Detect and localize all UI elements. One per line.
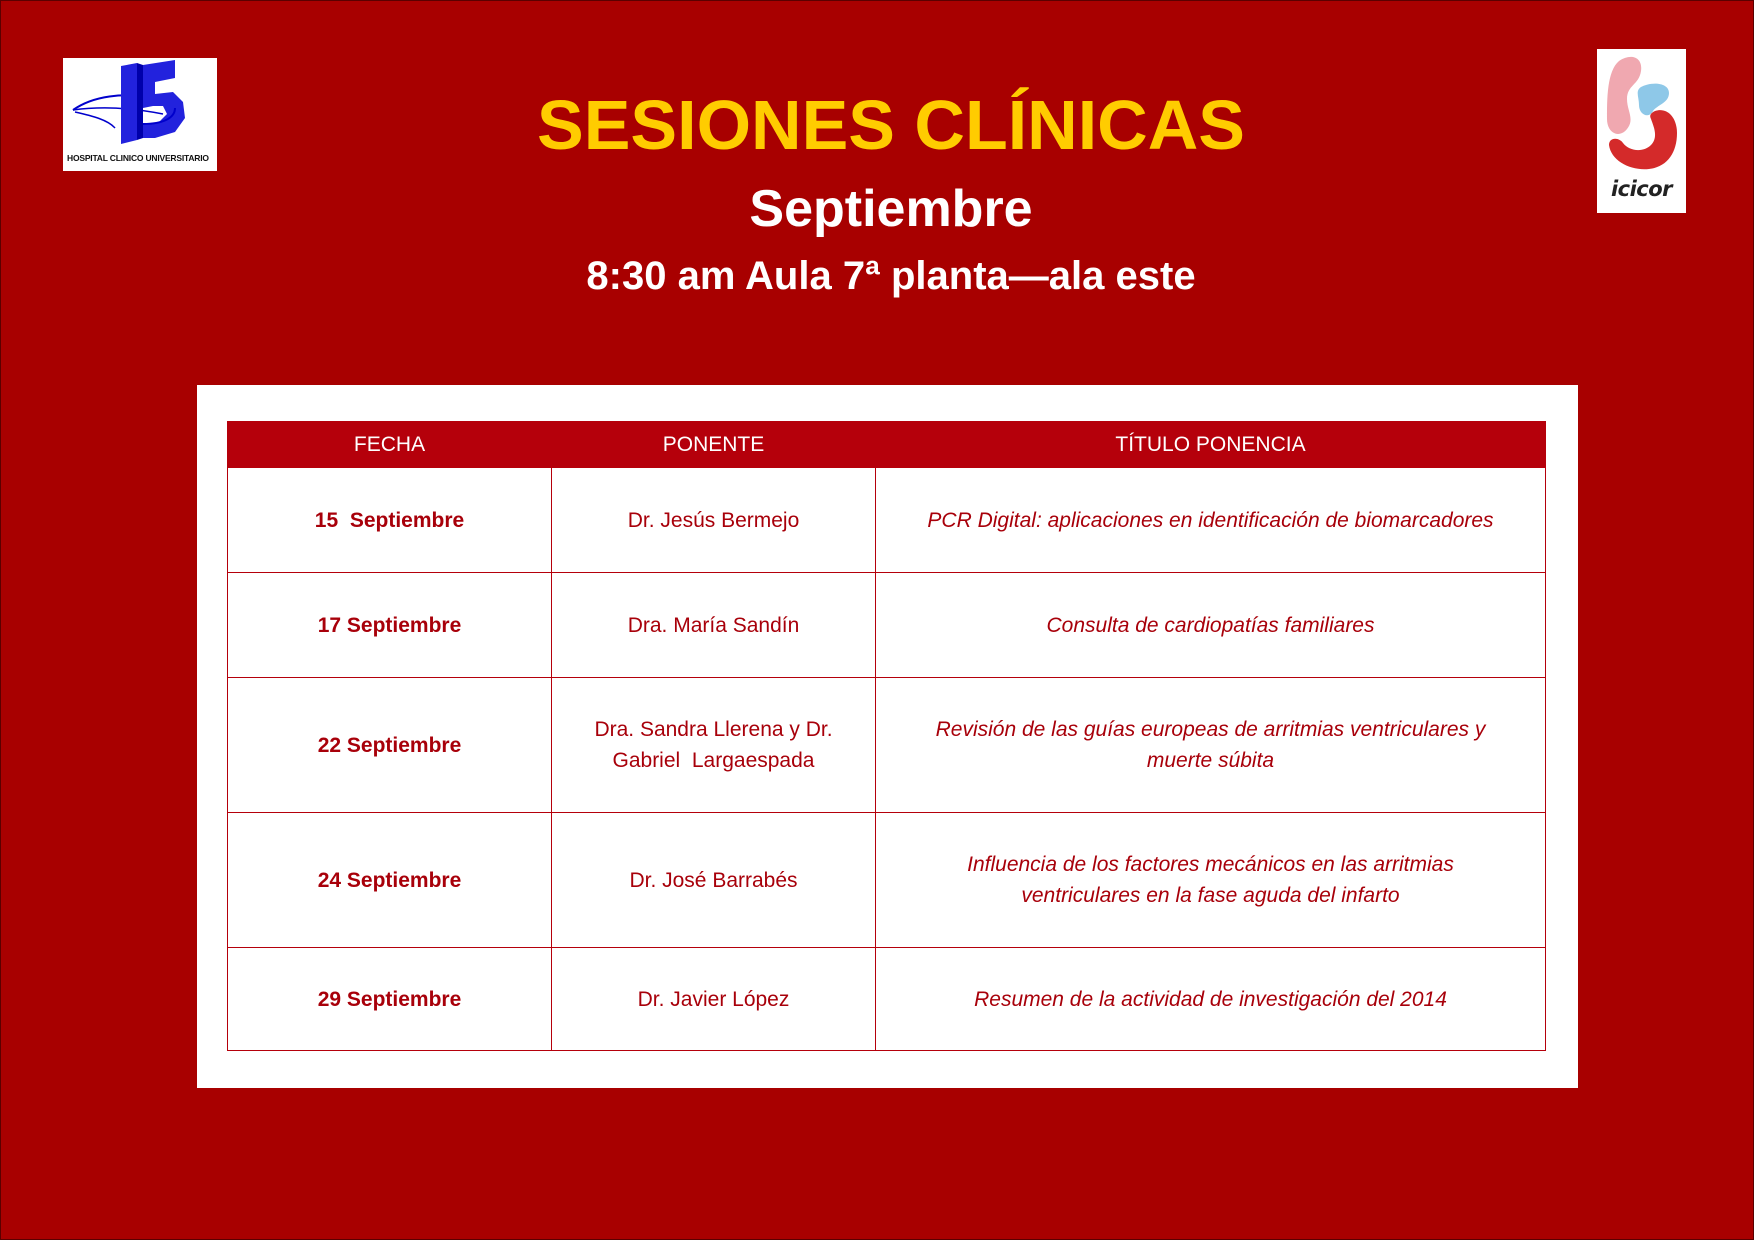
schedule-panel (197, 385, 1578, 1088)
page-subtitle-location: 8:30 am Aula 7ª planta—ala este (586, 254, 1196, 298)
table-row (228, 573, 1546, 678)
page-title: SESIONES CLÍNICAS (537, 86, 1245, 164)
cell-titulo: Resumen de la actividad de investigación del 2014 (876, 948, 1546, 1051)
table-row (228, 948, 1546, 1051)
cell-fecha: 22 Septiembre (228, 678, 552, 813)
table-row (228, 813, 1546, 948)
schedule-table (227, 421, 1546, 1051)
cell-fecha: 24 Septiembre (228, 813, 552, 948)
cell-ponente: Dr. José Barrabés (552, 813, 876, 948)
column-header-fecha: FECHA (228, 422, 552, 468)
cell-ponente: Dra. María Sandín (552, 573, 876, 678)
column-header-titulo: TÍTULO PONENCIA (876, 422, 1546, 468)
cell-titulo: Revisión de las guías europeas de arritmias ventriculares y muerte súbita (876, 678, 1546, 813)
cell-ponente: Dr. Javier López (552, 948, 876, 1051)
hospital-logo-text: HOSPITAL CLINICO UNIVERSITARIO (67, 153, 209, 163)
column-header-ponente: PONENTE (552, 422, 876, 468)
table-header-row (228, 422, 1546, 468)
cell-titulo: Consulta de cardiopatías familiares (876, 573, 1546, 678)
table-row (228, 678, 1546, 813)
icicor-logo-text: icicor (1610, 177, 1673, 201)
cell-fecha: 29 Septiembre (228, 948, 552, 1051)
cell-fecha: 15 Septiembre (228, 468, 552, 573)
page-subtitle-month: Septiembre (749, 180, 1033, 238)
cell-titulo: Influencia de los factores mecánicos en las arritmias ventriculares en la fase aguda del infarto (876, 813, 1546, 948)
cell-ponente: Dra. Sandra Llerena y Dr. Gabriel Largaespada (552, 678, 876, 813)
cell-fecha: 17 Septiembre (228, 573, 552, 678)
cell-titulo: PCR Digital: aplicaciones en identificación de biomarcadores (876, 468, 1546, 573)
table-row (228, 468, 1546, 573)
cell-ponente: Dr. Jesús Bermejo (552, 468, 876, 573)
